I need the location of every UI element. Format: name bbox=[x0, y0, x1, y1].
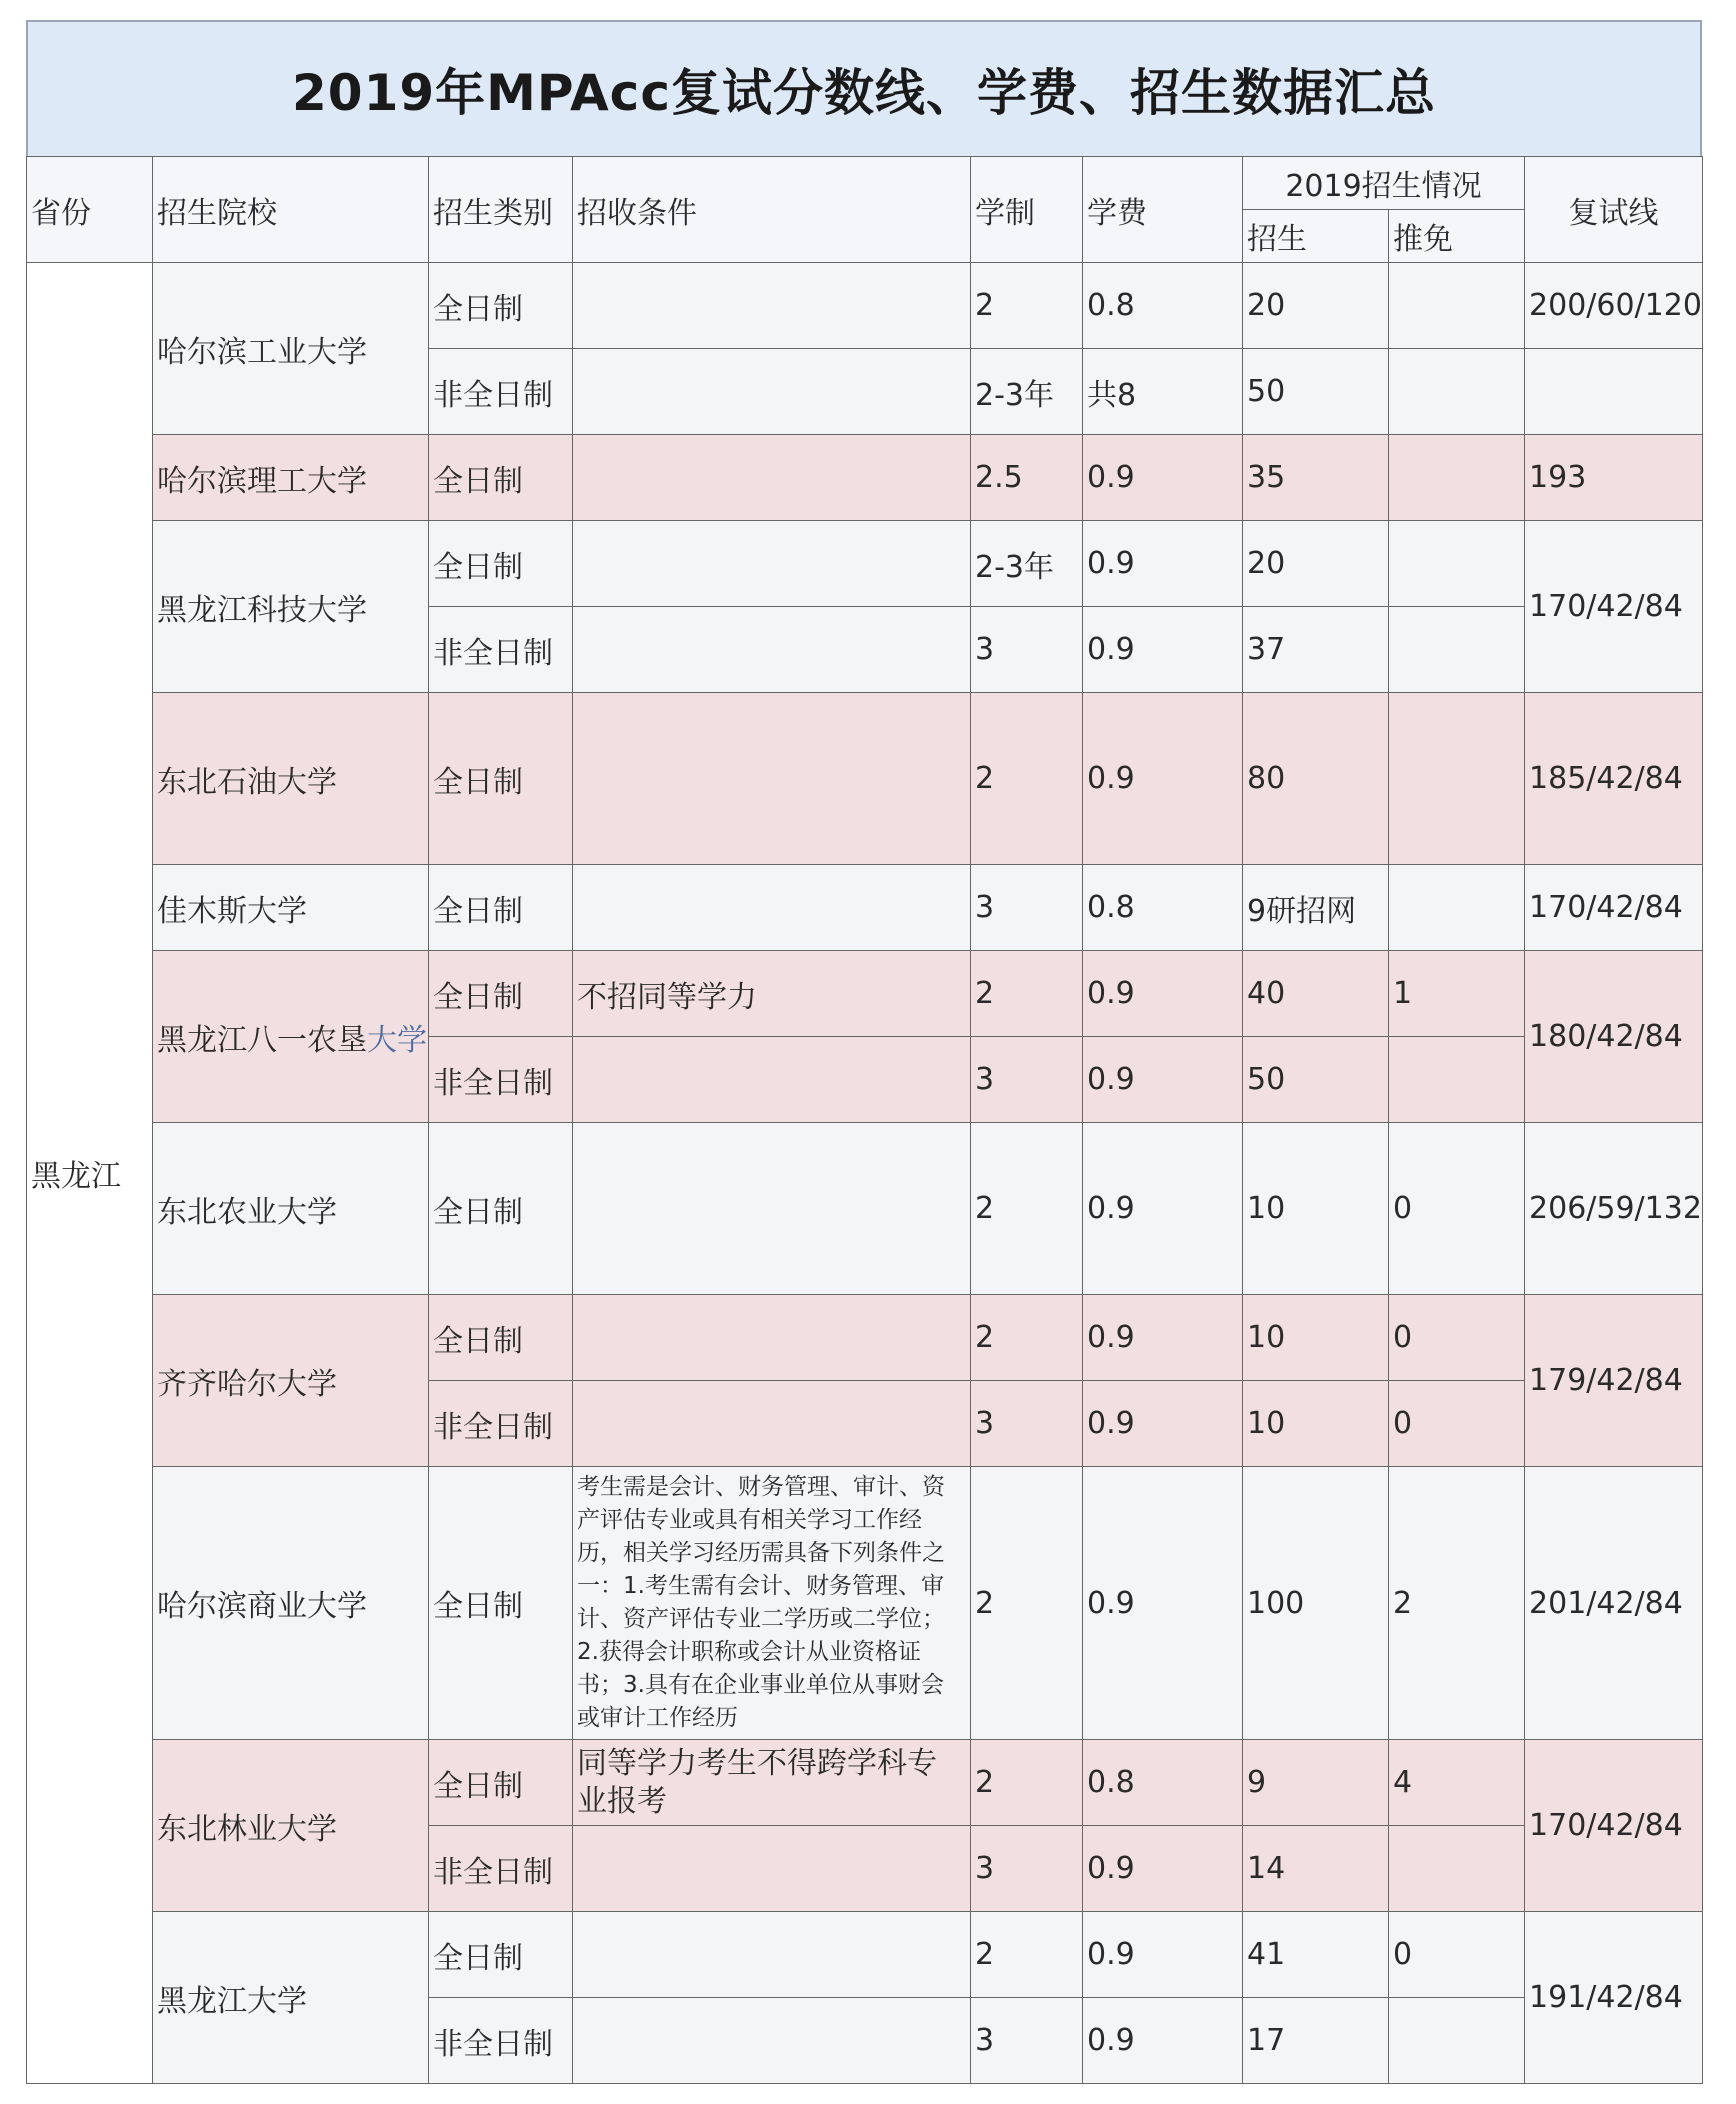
category-cell: 非全日制 bbox=[429, 1826, 573, 1912]
school-name-main: 黑龙江八一农垦 bbox=[157, 1022, 367, 1058]
enroll-cell: 9 bbox=[1243, 1740, 1389, 1826]
conditions-cell bbox=[573, 607, 971, 693]
duration-cell: 3 bbox=[971, 1037, 1083, 1123]
exempt-cell bbox=[1389, 1826, 1525, 1912]
school-name: 哈尔滨工业大学 bbox=[153, 263, 429, 435]
title-bar bbox=[26, 20, 1702, 156]
header-exempt: 推免 bbox=[1389, 210, 1525, 263]
tuition-cell: 0.9 bbox=[1083, 1295, 1243, 1381]
enroll-cell: 20 bbox=[1243, 521, 1389, 607]
header-duration: 学制 bbox=[971, 157, 1083, 263]
exempt-cell bbox=[1389, 693, 1525, 865]
category-cell: 非全日制 bbox=[429, 1998, 573, 2084]
duration-cell: 3 bbox=[971, 1998, 1083, 2084]
exempt-cell bbox=[1389, 1998, 1525, 2084]
retest-cell: 200/60/120 bbox=[1525, 263, 1703, 349]
table-row bbox=[27, 1740, 1703, 1826]
table-row bbox=[27, 521, 1703, 607]
enroll-cell: 14 bbox=[1243, 1826, 1389, 1912]
retest-cell: 206/59/132 bbox=[1525, 1123, 1703, 1295]
table-row bbox=[27, 1467, 1703, 1740]
school-name-tail: 大学 bbox=[367, 1022, 427, 1058]
header-row bbox=[27, 157, 1703, 210]
school-name: 佳木斯大学 bbox=[153, 865, 429, 951]
tuition-cell: 0.9 bbox=[1083, 1123, 1243, 1295]
retest-cell: 185/42/84 bbox=[1525, 693, 1703, 865]
enroll-cell: 17 bbox=[1243, 1998, 1389, 2084]
enroll-cell: 10 bbox=[1243, 1381, 1389, 1467]
exempt-cell: 0 bbox=[1389, 1295, 1525, 1381]
exempt-cell: 4 bbox=[1389, 1740, 1525, 1826]
tuition-cell: 0.9 bbox=[1083, 1467, 1243, 1740]
conditions-cell bbox=[573, 349, 971, 435]
retest-cell: 170/42/84 bbox=[1525, 521, 1703, 693]
category-cell: 全日制 bbox=[429, 263, 573, 349]
enroll-cell: 9研招网 bbox=[1243, 865, 1389, 951]
enroll-cell: 50 bbox=[1243, 1037, 1389, 1123]
category-cell: 全日制 bbox=[429, 693, 573, 865]
header-enroll-group: 2019招生情况 bbox=[1243, 157, 1525, 210]
category-cell: 全日制 bbox=[429, 1295, 573, 1381]
school-name bbox=[153, 951, 429, 1123]
conditions-cell bbox=[573, 1123, 971, 1295]
header-tuition: 学费 bbox=[1083, 157, 1243, 263]
exempt-cell bbox=[1389, 435, 1525, 521]
exempt-cell: 2 bbox=[1389, 1467, 1525, 1740]
exempt-cell: 0 bbox=[1389, 1912, 1525, 1998]
table-row bbox=[27, 1912, 1703, 1998]
duration-cell: 2.5 bbox=[971, 435, 1083, 521]
exempt-cell bbox=[1389, 349, 1525, 435]
table-row bbox=[27, 951, 1703, 1037]
conditions-cell bbox=[573, 865, 971, 951]
tuition-cell: 0.9 bbox=[1083, 435, 1243, 521]
enroll-cell: 50 bbox=[1243, 349, 1389, 435]
category-cell: 全日制 bbox=[429, 951, 573, 1037]
header-enroll: 招生 bbox=[1243, 210, 1389, 263]
exempt-cell bbox=[1389, 521, 1525, 607]
school-name: 齐齐哈尔大学 bbox=[153, 1295, 429, 1467]
school-name: 黑龙江科技大学 bbox=[153, 521, 429, 693]
tuition-cell: 0.8 bbox=[1083, 263, 1243, 349]
conditions-cell bbox=[573, 435, 971, 521]
duration-cell: 2 bbox=[971, 1912, 1083, 1998]
retest-cell: 179/42/84 bbox=[1525, 1295, 1703, 1467]
conditions-cell bbox=[573, 263, 971, 349]
category-cell: 非全日制 bbox=[429, 1037, 573, 1123]
table-row bbox=[27, 1295, 1703, 1381]
duration-cell: 3 bbox=[971, 1826, 1083, 1912]
tuition-cell: 0.9 bbox=[1083, 607, 1243, 693]
enroll-cell: 100 bbox=[1243, 1467, 1389, 1740]
duration-cell: 2 bbox=[971, 1740, 1083, 1826]
exempt-cell bbox=[1389, 865, 1525, 951]
tuition-cell: 共8 bbox=[1083, 349, 1243, 435]
duration-cell: 2 bbox=[971, 1467, 1083, 1740]
tuition-cell: 0.9 bbox=[1083, 1998, 1243, 2084]
conditions-cell bbox=[573, 1037, 971, 1123]
duration-cell: 3 bbox=[971, 1381, 1083, 1467]
header-retest: 复试线 bbox=[1525, 157, 1703, 263]
category-cell: 全日制 bbox=[429, 435, 573, 521]
tuition-cell: 0.9 bbox=[1083, 1826, 1243, 1912]
header-province: 省份 bbox=[27, 157, 153, 263]
enroll-cell: 10 bbox=[1243, 1295, 1389, 1381]
duration-cell: 3 bbox=[971, 607, 1083, 693]
school-name: 东北农业大学 bbox=[153, 1123, 429, 1295]
tuition-cell: 0.8 bbox=[1083, 1740, 1243, 1826]
conditions-cell: 考生需是会计、财务管理、审计、资产评估专业或具有相关学习工作经历，相关学习经历需具备下列条件之一：1.考生需有会计、财务管理、审计、资产评估专业二学历或二学位；2.获得会计职称或会计从业资格证书；3.具有在企业事业单位从事财会或审计工作经历 bbox=[573, 1467, 971, 1740]
conditions-cell bbox=[573, 1998, 971, 2084]
conditions-cell bbox=[573, 521, 971, 607]
conditions-cell: 同等学力考生不得跨学科专业报考 bbox=[573, 1740, 971, 1826]
school-name: 哈尔滨商业大学 bbox=[153, 1467, 429, 1740]
category-cell: 全日制 bbox=[429, 1740, 573, 1826]
duration-cell: 2-3年 bbox=[971, 349, 1083, 435]
page-title: 2019年MPAcc复试分数线、学费、招生数据汇总 bbox=[292, 64, 1436, 122]
category-cell: 全日制 bbox=[429, 1123, 573, 1295]
table-row bbox=[27, 435, 1703, 521]
tuition-cell: 0.9 bbox=[1083, 1037, 1243, 1123]
header-conditions: 招收条件 bbox=[573, 157, 971, 263]
category-cell: 全日制 bbox=[429, 1467, 573, 1740]
enroll-cell: 35 bbox=[1243, 435, 1389, 521]
tuition-cell: 0.9 bbox=[1083, 693, 1243, 865]
duration-cell: 2 bbox=[971, 1123, 1083, 1295]
conditions-cell bbox=[573, 1912, 971, 1998]
retest-cell: 191/42/84 bbox=[1525, 1912, 1703, 2084]
retest-cell: 170/42/84 bbox=[1525, 865, 1703, 951]
tuition-cell: 0.9 bbox=[1083, 1912, 1243, 1998]
tuition-cell: 0.9 bbox=[1083, 1381, 1243, 1467]
category-cell: 非全日制 bbox=[429, 349, 573, 435]
exempt-cell bbox=[1389, 263, 1525, 349]
category-cell: 非全日制 bbox=[429, 607, 573, 693]
exempt-cell: 1 bbox=[1389, 951, 1525, 1037]
conditions-cell: 不招同等学力 bbox=[573, 951, 971, 1037]
table-row bbox=[27, 693, 1703, 865]
school-name: 黑龙江大学 bbox=[153, 1912, 429, 2084]
score-table bbox=[26, 156, 1703, 2084]
school-name: 东北石油大学 bbox=[153, 693, 429, 865]
enroll-cell: 20 bbox=[1243, 263, 1389, 349]
duration-cell: 3 bbox=[971, 865, 1083, 951]
retest-cell: 180/42/84 bbox=[1525, 951, 1703, 1123]
duration-cell: 2-3年 bbox=[971, 521, 1083, 607]
retest-cell: 201/42/84 bbox=[1525, 1467, 1703, 1740]
retest-cell bbox=[1525, 349, 1703, 435]
category-cell: 全日制 bbox=[429, 521, 573, 607]
score-summary-sheet bbox=[26, 20, 1702, 2084]
enroll-cell: 37 bbox=[1243, 607, 1389, 693]
exempt-cell: 0 bbox=[1389, 1381, 1525, 1467]
duration-cell: 2 bbox=[971, 1295, 1083, 1381]
exempt-cell bbox=[1389, 1037, 1525, 1123]
table-row bbox=[27, 263, 1703, 349]
enroll-cell: 40 bbox=[1243, 951, 1389, 1037]
school-name: 哈尔滨理工大学 bbox=[153, 435, 429, 521]
tuition-cell: 0.9 bbox=[1083, 521, 1243, 607]
conditions-cell bbox=[573, 1295, 971, 1381]
conditions-cell bbox=[573, 693, 971, 865]
category-cell: 全日制 bbox=[429, 865, 573, 951]
retest-cell: 170/42/84 bbox=[1525, 1740, 1703, 1912]
table-row bbox=[27, 865, 1703, 951]
conditions-cell bbox=[573, 1381, 971, 1467]
conditions-cell bbox=[573, 1826, 971, 1912]
retest-cell: 193 bbox=[1525, 435, 1703, 521]
category-cell: 全日制 bbox=[429, 1912, 573, 1998]
table-row bbox=[27, 1123, 1703, 1295]
school-name: 东北林业大学 bbox=[153, 1740, 429, 1912]
exempt-cell bbox=[1389, 607, 1525, 693]
enroll-cell: 80 bbox=[1243, 693, 1389, 865]
province-cell: 黑龙江 bbox=[27, 263, 153, 2084]
tuition-cell: 0.8 bbox=[1083, 865, 1243, 951]
enroll-cell: 10 bbox=[1243, 1123, 1389, 1295]
duration-cell: 2 bbox=[971, 951, 1083, 1037]
enroll-cell: 41 bbox=[1243, 1912, 1389, 1998]
duration-cell: 2 bbox=[971, 693, 1083, 865]
tuition-cell: 0.9 bbox=[1083, 951, 1243, 1037]
exempt-cell: 0 bbox=[1389, 1123, 1525, 1295]
header-school: 招生院校 bbox=[153, 157, 429, 263]
category-cell: 非全日制 bbox=[429, 1381, 573, 1467]
header-category: 招生类别 bbox=[429, 157, 573, 263]
duration-cell: 2 bbox=[971, 263, 1083, 349]
